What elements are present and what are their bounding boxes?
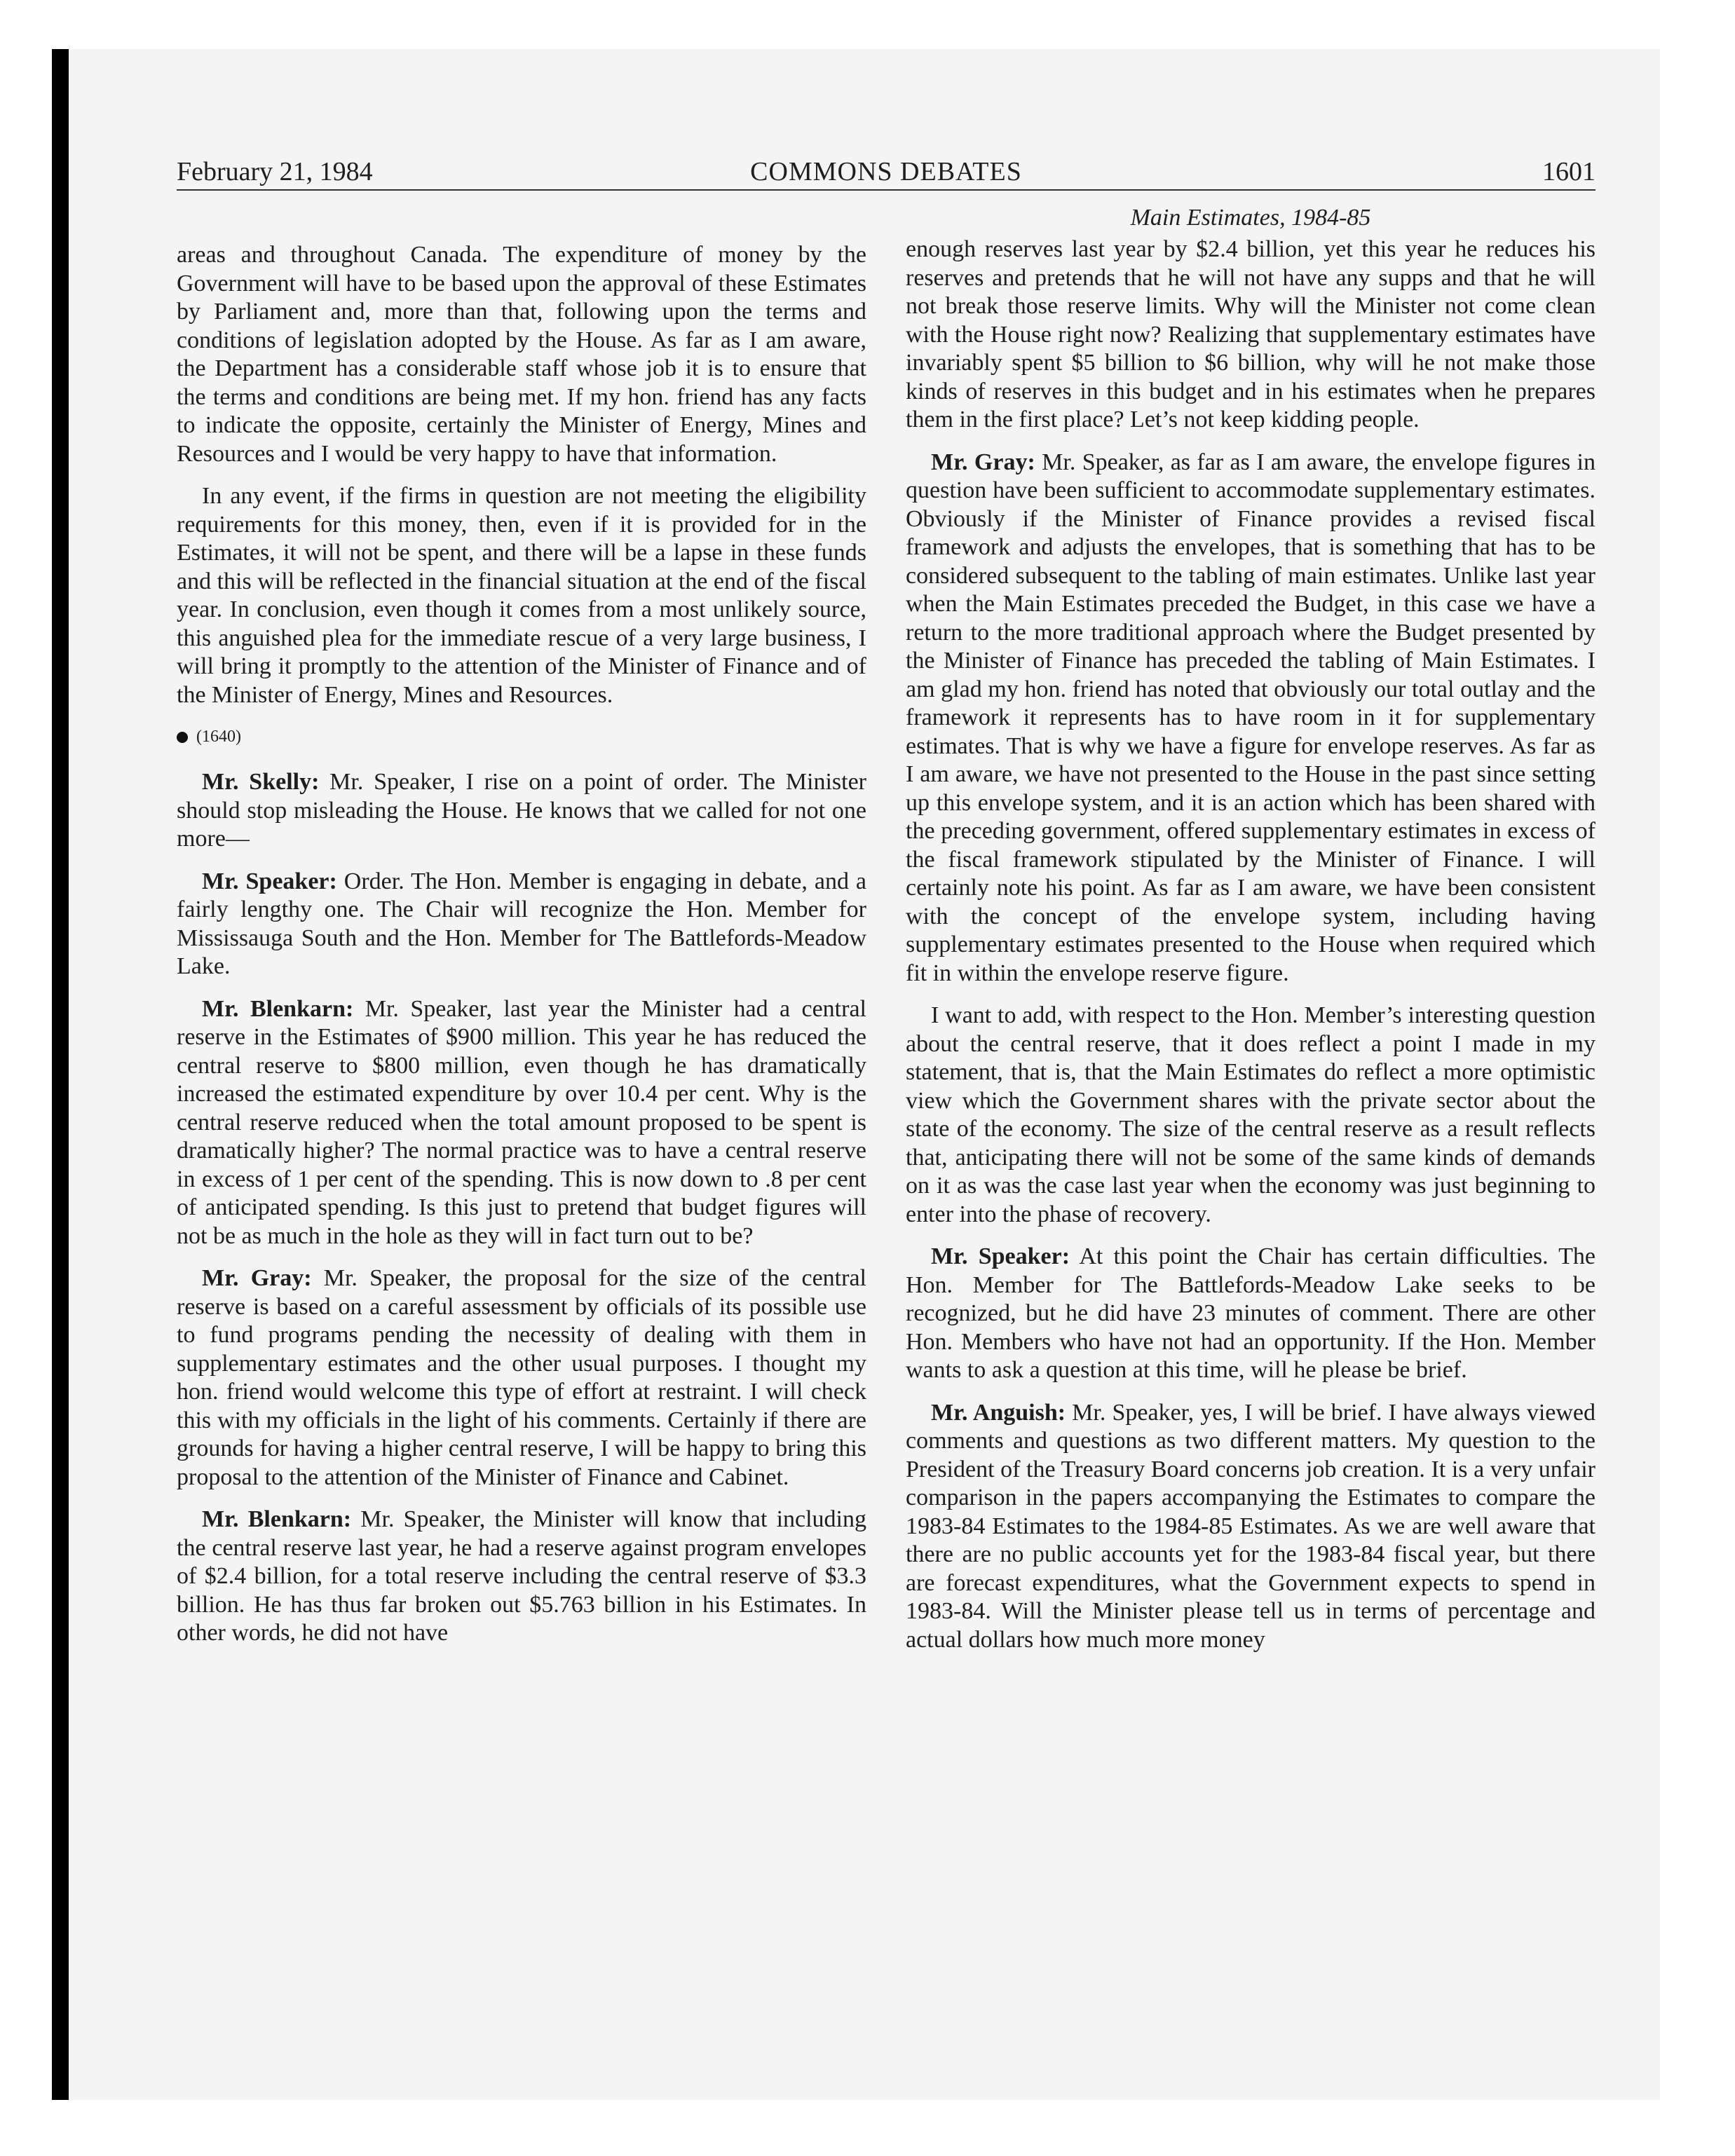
- speaker-name: Mr. Speaker:: [202, 868, 337, 894]
- speech-text: Mr. Speaker, as far as I am aware, the envelope figures in question have been sufficient to accommodate supplementary estimates. Obviously if the Minister of Finance provides a revised fiscal framework and adjusts the envelopes, that is something that has to be considered subsequent to the tabling of main estimates. Unlike last year when the Main Estimates preceded the Budget, in this case we have a return to the more traditional approach where the Budget presented by the Minister of Finance has preceded the tabling of Main Estimates. I am glad my hon. friend has noted that obviously our total outlay and the framework it represents has to have room in it for supplementary estimates. That is why we have a figure for envelope reserves. As far as I am aware, we have not presented to the House in the past since setting up this envelope system, and it is an action which has been shared with the preceding government, offered supplementary estimates in excess of the fiscal framework stipulated by the Minister of Finance. I will certainly note his point. As far as I am aware, we have been consistent with the concept of the envelope system, including having supplementary estimates presented to the House when required which fit in within the envelope reserve figure.: [906, 449, 1596, 986]
- speaker-name: Mr. Blenkarn:: [202, 1506, 352, 1532]
- speech-paragraph: [177, 768, 866, 854]
- speaker-name: Mr. Blenkarn:: [202, 995, 354, 1022]
- paragraph: In any event, if the firms in question are not meeting the eligibility requirements for this money, then, even if it is provided for in the Estimates, it will not be spent, and there will be a lapse in these funds and this will be reflected in the financial situation at the end of the fiscal year. In conclusion, even though it comes from a most unlikely source, this anguished plea for the immediate rescue of a very large business, I will bring it promptly to the attention of the Minister of Finance and of the Minister of Energy, Mines and Resources.: [177, 483, 866, 708]
- speech-paragraph: [177, 1506, 866, 1648]
- header-date: February 21, 1984: [177, 157, 373, 186]
- page-header: [177, 154, 1595, 191]
- left-column: [177, 241, 866, 1662]
- speech-text: Mr. Speaker, yes, I will be brief. I have always viewed comments and questions as two different matters. My question to the President of the Treasury Board concerns job creation. It is a very unfair comparison in the papers accompanying the Estimates to compare the 1983-84 Estimates to the 1984-85 Estimates. As we are well aware that there are no public accounts yet for the 1983-84 fiscal year, but there are forecast expenditures, what the Government expects to spend in 1983-84. Will the Minister please tell us in terms of percentage and actual dollars how much more money: [906, 1399, 1595, 1653]
- header-page-number: 1601: [1542, 157, 1595, 186]
- timestamp-marker: [177, 726, 866, 747]
- paragraph: I want to add, with respect to the Hon. Member’s interesting question about the central reserve, that it does reflect a point I made in my statement, that is, that the Main Estimates do reflect a more optimistic view which the Government shares with the private sector about the state of the economy. The size of the central reserve as a result reflects that, anticipating there will not be some of the same kinds of demands on it as was the case last year when the economy was just beginning to enter into the phase of recovery.: [906, 1002, 1595, 1227]
- speaker-name: Mr. Gray:: [931, 449, 1035, 475]
- speech-text: Mr. Speaker, the proposal for the size of the central reserve is based on a careful assessment by officials of its possible use to fund programs pending the necessity of dealing with them in supplementary estimates and the other usual purposes. I thought my hon. friend would welcome this type of effort at restraint. I will check this with my officials in the light of his comments. Certainly if there are grounds for having a higher central reserve, I will be happy to bring this proposal to the attention of the Minister of Finance and Cabinet.: [177, 1265, 866, 1490]
- scan-border: [52, 49, 69, 2100]
- speech-paragraph: [177, 868, 866, 981]
- speech-paragraph: [177, 995, 866, 1251]
- speech-text: Mr. Speaker, last year the Minister had a central reserve in the Estimates of $900 million. This year he has reduced the central reserve to $800 million, even though he has dramatically increased the estimated expenditure by over 10.4 per cent. Why is the central reserve reduced when the total amount proposed to be spent is dramatically higher? The normal practice was to have a central reserve in excess of 1 per cent of the spending. This is now down to .8 per cent of anticipated spending. Is this just to pretend that budget figures will not be as much in the hole as they will in fact turn out to be?: [177, 995, 866, 1249]
- speech-text: Mr. Speaker, the Minister will know that including the central reserve last year, he had a reserve against program envelopes of $2.4 billion, for a total reserve including the central reserve of $3.3 billion. He has thus far broken out $5.763 billion in his Estimates. In other words, he did not have: [177, 1506, 866, 1646]
- speaker-name: Mr. Speaker:: [931, 1243, 1070, 1269]
- header-journal-title: COMMONS DEBATES: [750, 157, 1022, 186]
- speaker-name: Mr. Skelly:: [202, 769, 320, 795]
- right-column: [906, 200, 1595, 1668]
- timestamp-text: (1640): [196, 728, 241, 746]
- speech-paragraph: [177, 1264, 866, 1492]
- speech-paragraph: [906, 449, 1595, 988]
- speech-text: At this point the Chair has certain difficulties. The Hon. Member for The Battlefords-Meadow Lake seeks to be recognized, but he did have 23 minutes of comment. There are other Hon. Members who have not had an opportunity. If the Hon. Member wants to ask a question at this time, will he please be brief.: [906, 1243, 1595, 1383]
- paragraph: areas and throughout Canada. The expenditure of money by the Government will have to be based upon the approval of these Estimates by Parliament and, more than that, following upon the terms and conditions of legislation adopted by the House. As far as I am aware, the Department has a considerable staff whose job it is to ensure that the terms and conditions are being met. If my hon. friend has any facts to indicate the opposite, certainly the Minister of Energy, Mines and Resources and I would be very happy to have that information.: [177, 242, 866, 467]
- speech-paragraph: [906, 1243, 1595, 1385]
- speaker-name: Mr. Gray:: [202, 1265, 312, 1291]
- speech-text: Mr. Speaker, I rise on a point of order. The Minister should stop misleading the House. He knows that we called for not one more—: [177, 769, 867, 852]
- running-head: Main Estimates, 1984-85: [1130, 205, 1371, 231]
- speaker-name: Mr. Anguish:: [931, 1399, 1066, 1426]
- speech-text: Order. The Hon. Member is engaging in debate, and a fairly lengthy one. The Chair will recognize the Hon. Member for Mississauga South and the Hon. Member for The Battlefords-Meadow Lake.: [177, 868, 866, 979]
- bullet-icon: [177, 732, 188, 743]
- paragraph: enough reserves last year by $2.4 billion, yet this year he reduces his reserves and pretends that he will not have any supps and that he will not break those reserve limits. Why will the Minister not come clean with the House right now? Realizing that supplementary estimates have invariably spent $5 billion to $6 billion, why will he not make those kinds of reserves in this budget and in his estimates when he prepares them in the first place? Let’s not keep kidding people.: [906, 236, 1595, 432]
- speech-paragraph: [906, 1399, 1595, 1655]
